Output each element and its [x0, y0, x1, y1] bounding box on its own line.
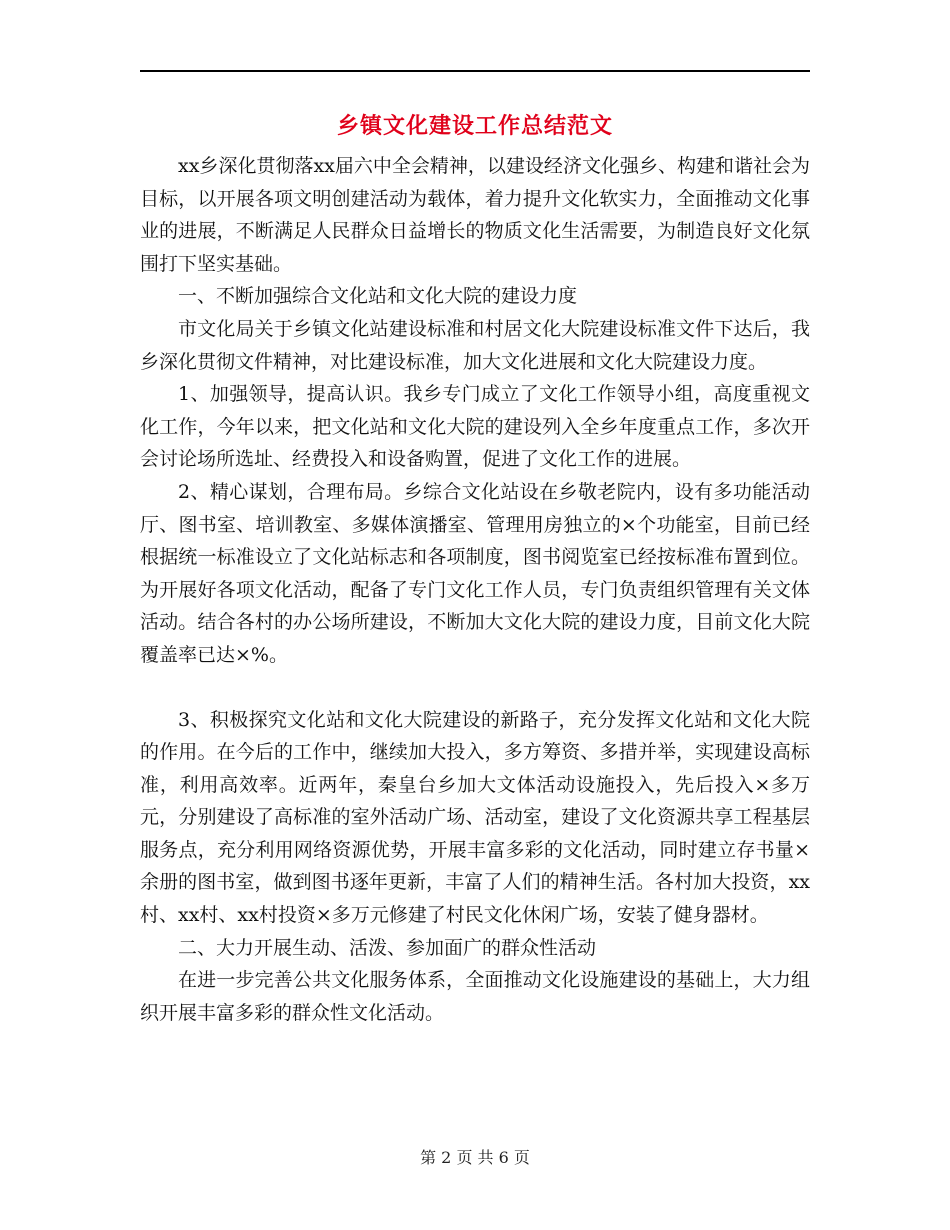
- paragraph-item-2: 2、精心谋划，合理布局。乡综合文化站设在乡敬老院内，设有多功能活动厅、图书室、培训教室、多媒体演播室、管理用房独立的×个功能室，目前已经根据统一标准设立了文化站标志和各项制度，图书阅览室已经按标准布置到位。为开展好各项文化活动，配备了专门文化工作人员，专门负责组织管理有关文体活动。结合各村的办公场所建设，不断加大文化大院的建设力度，目前文化大院覆盖率已达×%。: [140, 480, 810, 666]
- paragraph-item-1: 1、加强领导，提高认识。我乡专门成立了文化工作领导小组，高度重视文化工作，今年以来，把文化站和文化大院的建设列入全乡年度重点工作，多次开会讨论场所选址、经费投入和设备购置，促进了文化工作的进展。: [140, 383, 810, 471]
- paragraph-section1-intro: 市文化局关于乡镇文化站建设标准和村居文化大院建设标准文件下达后，我乡深化贯彻文件精神，对比建设标准，加大文化进展和文化大院建设力度。: [140, 317, 810, 373]
- document-title: 乡镇文化建设工作总结范文: [336, 113, 613, 139]
- paragraph-intro: xx乡深化贯彻落xx届六中全会精神，以建设经济文化强乡、构建和谐社会为目标，以开展各项文明创建活动为载体，着力提升文化软实力，全面推动文化事业的进展，不断满足人民群众日益增长的物质文化生活需要，为制造良好文化氛围打下坚实基础。: [140, 155, 810, 275]
- paragraph-section2-intro: 在进一步完善公共文化服务体系，全面推动文化设施建设的基础上，大力组织开展丰富多彩的群众性文化活动。: [140, 969, 810, 1024]
- page-footer: [140, 1146, 810, 1170]
- document-body: [140, 150, 810, 1029]
- header-rule: [140, 70, 810, 72]
- page-number: 第 2 页 共 6 页: [420, 1148, 530, 1167]
- paragraph-item-3: 3、积极探究文化站和文化大院建设的新路子，充分发挥文化站和文化大院的作用。在今后的工作中，继续加大投入，多方筹资、多措并举，实现建设高标准，利用高效率。近两年，秦皇台乡加大文体活动设施投入，先后投入×多万元，分别建设了高标准的室外活动广场、活动室，建设了文化资源共享工程基层服务点，充分利用网络资源优势，开展丰富多彩的文化活动，同时建立存书量×余册的图书室，做到图书逐年更新，丰富了人们的精神生活。各村加大投资，xx村、xx村、xx村投资×多万元修建了村民文化休闲广场，安装了健身器材。: [140, 708, 810, 927]
- section-heading-1: 一、不断加强综合文化站和文化大院的建设力度: [178, 285, 578, 308]
- section-heading-2: 二、大力开展生动、活泼、参加面广的群众性活动: [178, 936, 597, 959]
